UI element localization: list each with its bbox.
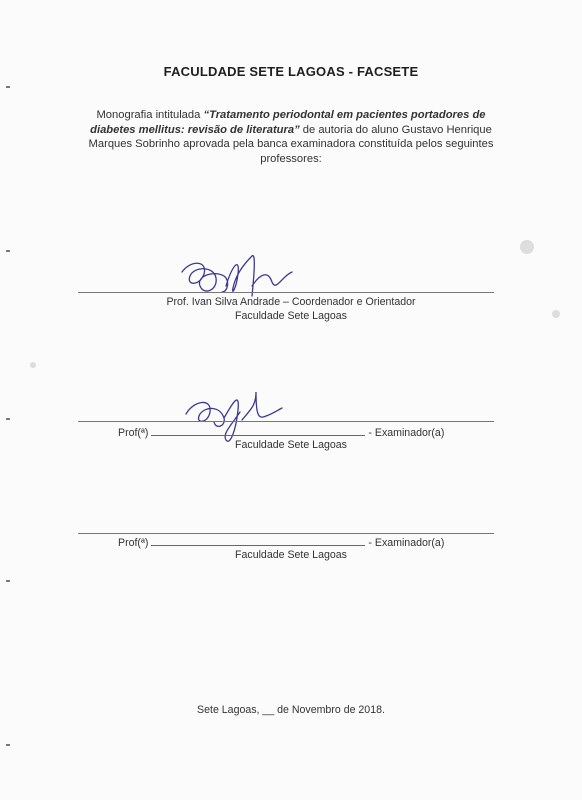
coordinator-institution: Faculdade Sete Lagoas: [235, 310, 347, 322]
examiner-1-line: [118, 425, 444, 439]
examiner-1-prefix: Prof(ª): [118, 427, 149, 439]
margin-mark: [6, 86, 10, 88]
examiner-2-line: [118, 535, 444, 549]
margin-mark: [6, 418, 10, 420]
examiner-1-role: - Examinador(a): [368, 427, 445, 439]
monograph-title: “Tratamento periodontal em pacientes portadores de diabetes mellitus: revisão de literatura”: [90, 109, 486, 136]
signature-line: [78, 421, 494, 422]
examiner-2-institution: Faculdade Sete Lagoas: [235, 549, 347, 561]
examiner-2-role: - Examinador(a): [368, 537, 445, 549]
examiner-2-prefix: Prof(ª): [118, 537, 149, 549]
examiner-1-institution: Faculdade Sete Lagoas: [235, 439, 347, 451]
intro-suffix: de autoria do aluno Gustavo Henrique Marques Sobrinho aprovada pela banca examinadora constituída pelos seguintes professores:: [88, 123, 494, 165]
margin-mark: [6, 744, 10, 746]
margin-mark: [6, 580, 10, 582]
signature-line: [78, 533, 494, 534]
signature-line: [78, 292, 494, 293]
examiner-1-blank: [151, 425, 365, 436]
paper-speck: [520, 240, 534, 254]
examiner-2-blank: [151, 535, 365, 546]
margin-mark: [6, 250, 10, 252]
intro-paragraph: [80, 108, 502, 166]
date-line: Sete Lagoas, __ de Novembro de 2018.: [197, 704, 385, 716]
intro-prefix: Monografia intitulada: [96, 109, 204, 121]
page-title: FACULDADE SETE LAGOAS - FACSETE: [163, 64, 419, 79]
paper-speck: [30, 362, 36, 368]
paper-speck: [552, 310, 560, 318]
coordinator-name: Prof. Ivan Silva Andrade – Coordenador e Orientador: [166, 296, 416, 308]
